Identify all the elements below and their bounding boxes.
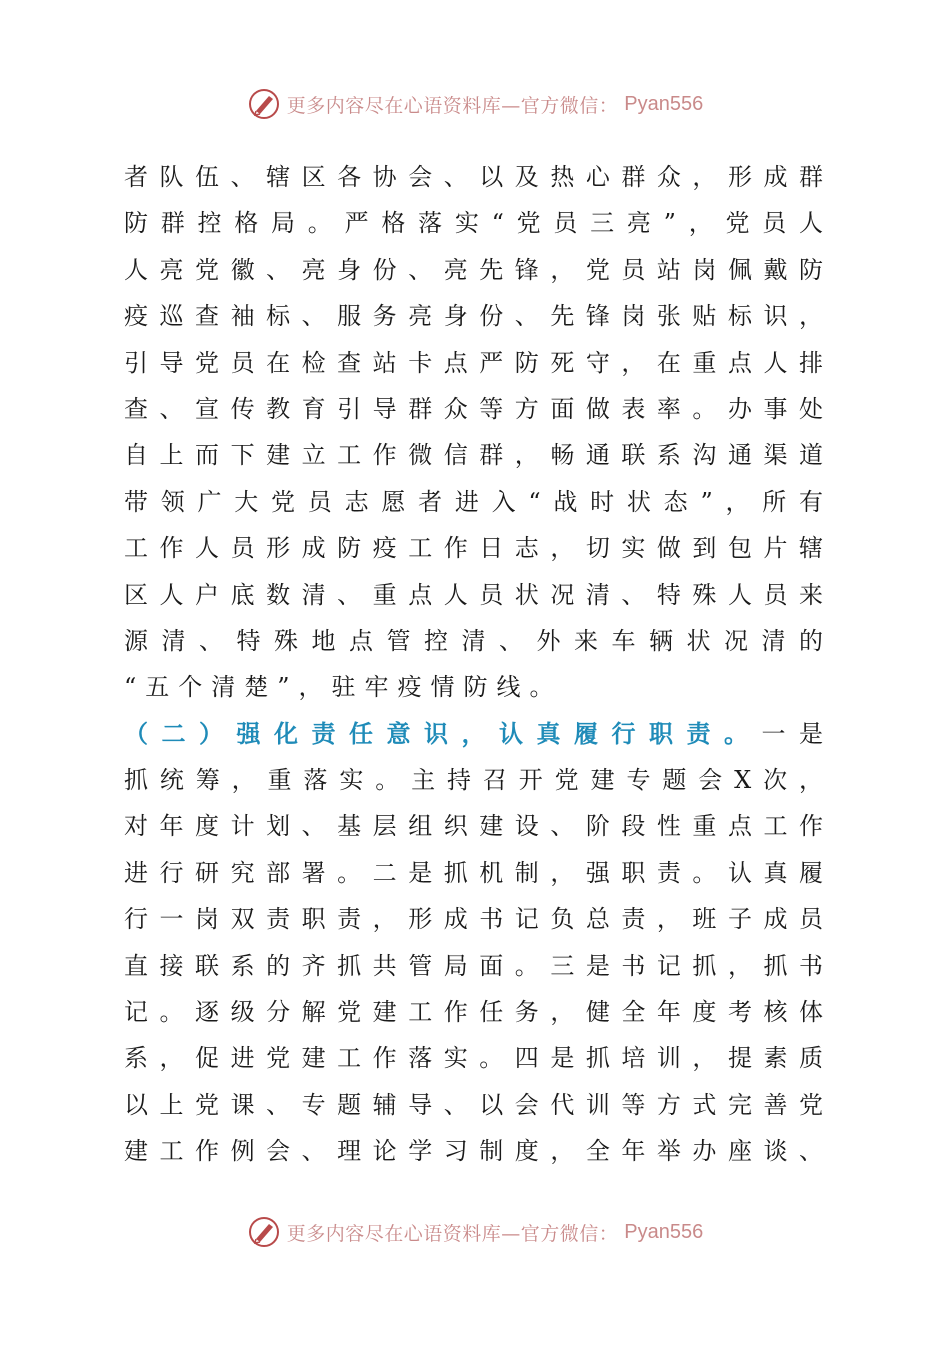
header-wechat-id: Pyan556 (624, 92, 704, 115)
text-line: 人亮党徽、亮身份、亮先锋，党员站岗佩戴防 (124, 255, 824, 284)
document-body (124, 154, 824, 1175)
footer-banner (0, 1212, 950, 1252)
text-line: 工作人员形成防疫工作日志，切实做到包片辖 (124, 534, 824, 563)
text-line: 疫巡查袖标、服务亮身份、先锋岗张贴标识， (124, 302, 824, 331)
text-line: 查、宣传教育引导群众等方面做表率。办事处 (124, 394, 824, 423)
pen-seal-icon (247, 87, 281, 121)
text-line: 以上党课、专题辅导、以会代训等方式完善党 (124, 1090, 824, 1119)
text-line: 自上而下建立工作微信群，畅通联系沟通渠道 (124, 441, 824, 470)
text-line: 区人户底数清、重点人员状况清、特殊人员来 (124, 580, 824, 609)
text-line: 者队伍、辖区各协会、以及热心群众，形成群 (124, 163, 824, 191)
text-line: 建工作例会、理论学习制度，全年举办座谈、 (124, 1137, 824, 1166)
text-line: 抓统筹，重落实。主持召开党建专题会X次， (124, 766, 824, 795)
text-line: 源清、特殊地点管控清、外来车辆状况清的 (124, 626, 824, 655)
footer-wechat-id: Pyan556 (624, 1220, 704, 1243)
text-line: 记。逐级分解党建工作任务，健全年度考核体 (124, 998, 824, 1027)
text-line: 引导党员在检查站卡点严防死守，在重点人排 (124, 348, 824, 377)
pen-seal-icon (247, 1215, 281, 1249)
header-banner (0, 84, 950, 124)
text-line: 行一岗双责职责，形成书记负总责，班子成员 (124, 905, 824, 934)
text-line: 对年度计划、基层组织建设、阶段性重点工作 (124, 812, 824, 841)
text-line: 进行研究部署。二是抓机制，强职责。认真履 (124, 858, 824, 887)
section-heading-line (124, 711, 824, 757)
text-line: 直接联系的齐抓共管局面。三是书记抓，抓书 (124, 951, 824, 980)
text-line: 防群控格局。严格落实“党员三亮”，党员人 (124, 209, 824, 238)
footer-banner-text: 更多内容尽在心语资料库—官方微信： (286, 1222, 619, 1245)
section-heading: （二）强化责任意识，认真履行职责。 (124, 718, 762, 748)
text-line: 系，促进党建工作落实。四是抓培训，提素质 (124, 1044, 824, 1073)
text-line: 带领广大党员志愿者进入“战时状态”，所有 (124, 487, 824, 516)
header-banner-text: 更多内容尽在心语资料库—官方微信： (286, 94, 619, 117)
section-heading-tail: 一是 (761, 719, 824, 748)
text-line: “五个清楚”，驻牢疫情防线。 (124, 673, 563, 702)
